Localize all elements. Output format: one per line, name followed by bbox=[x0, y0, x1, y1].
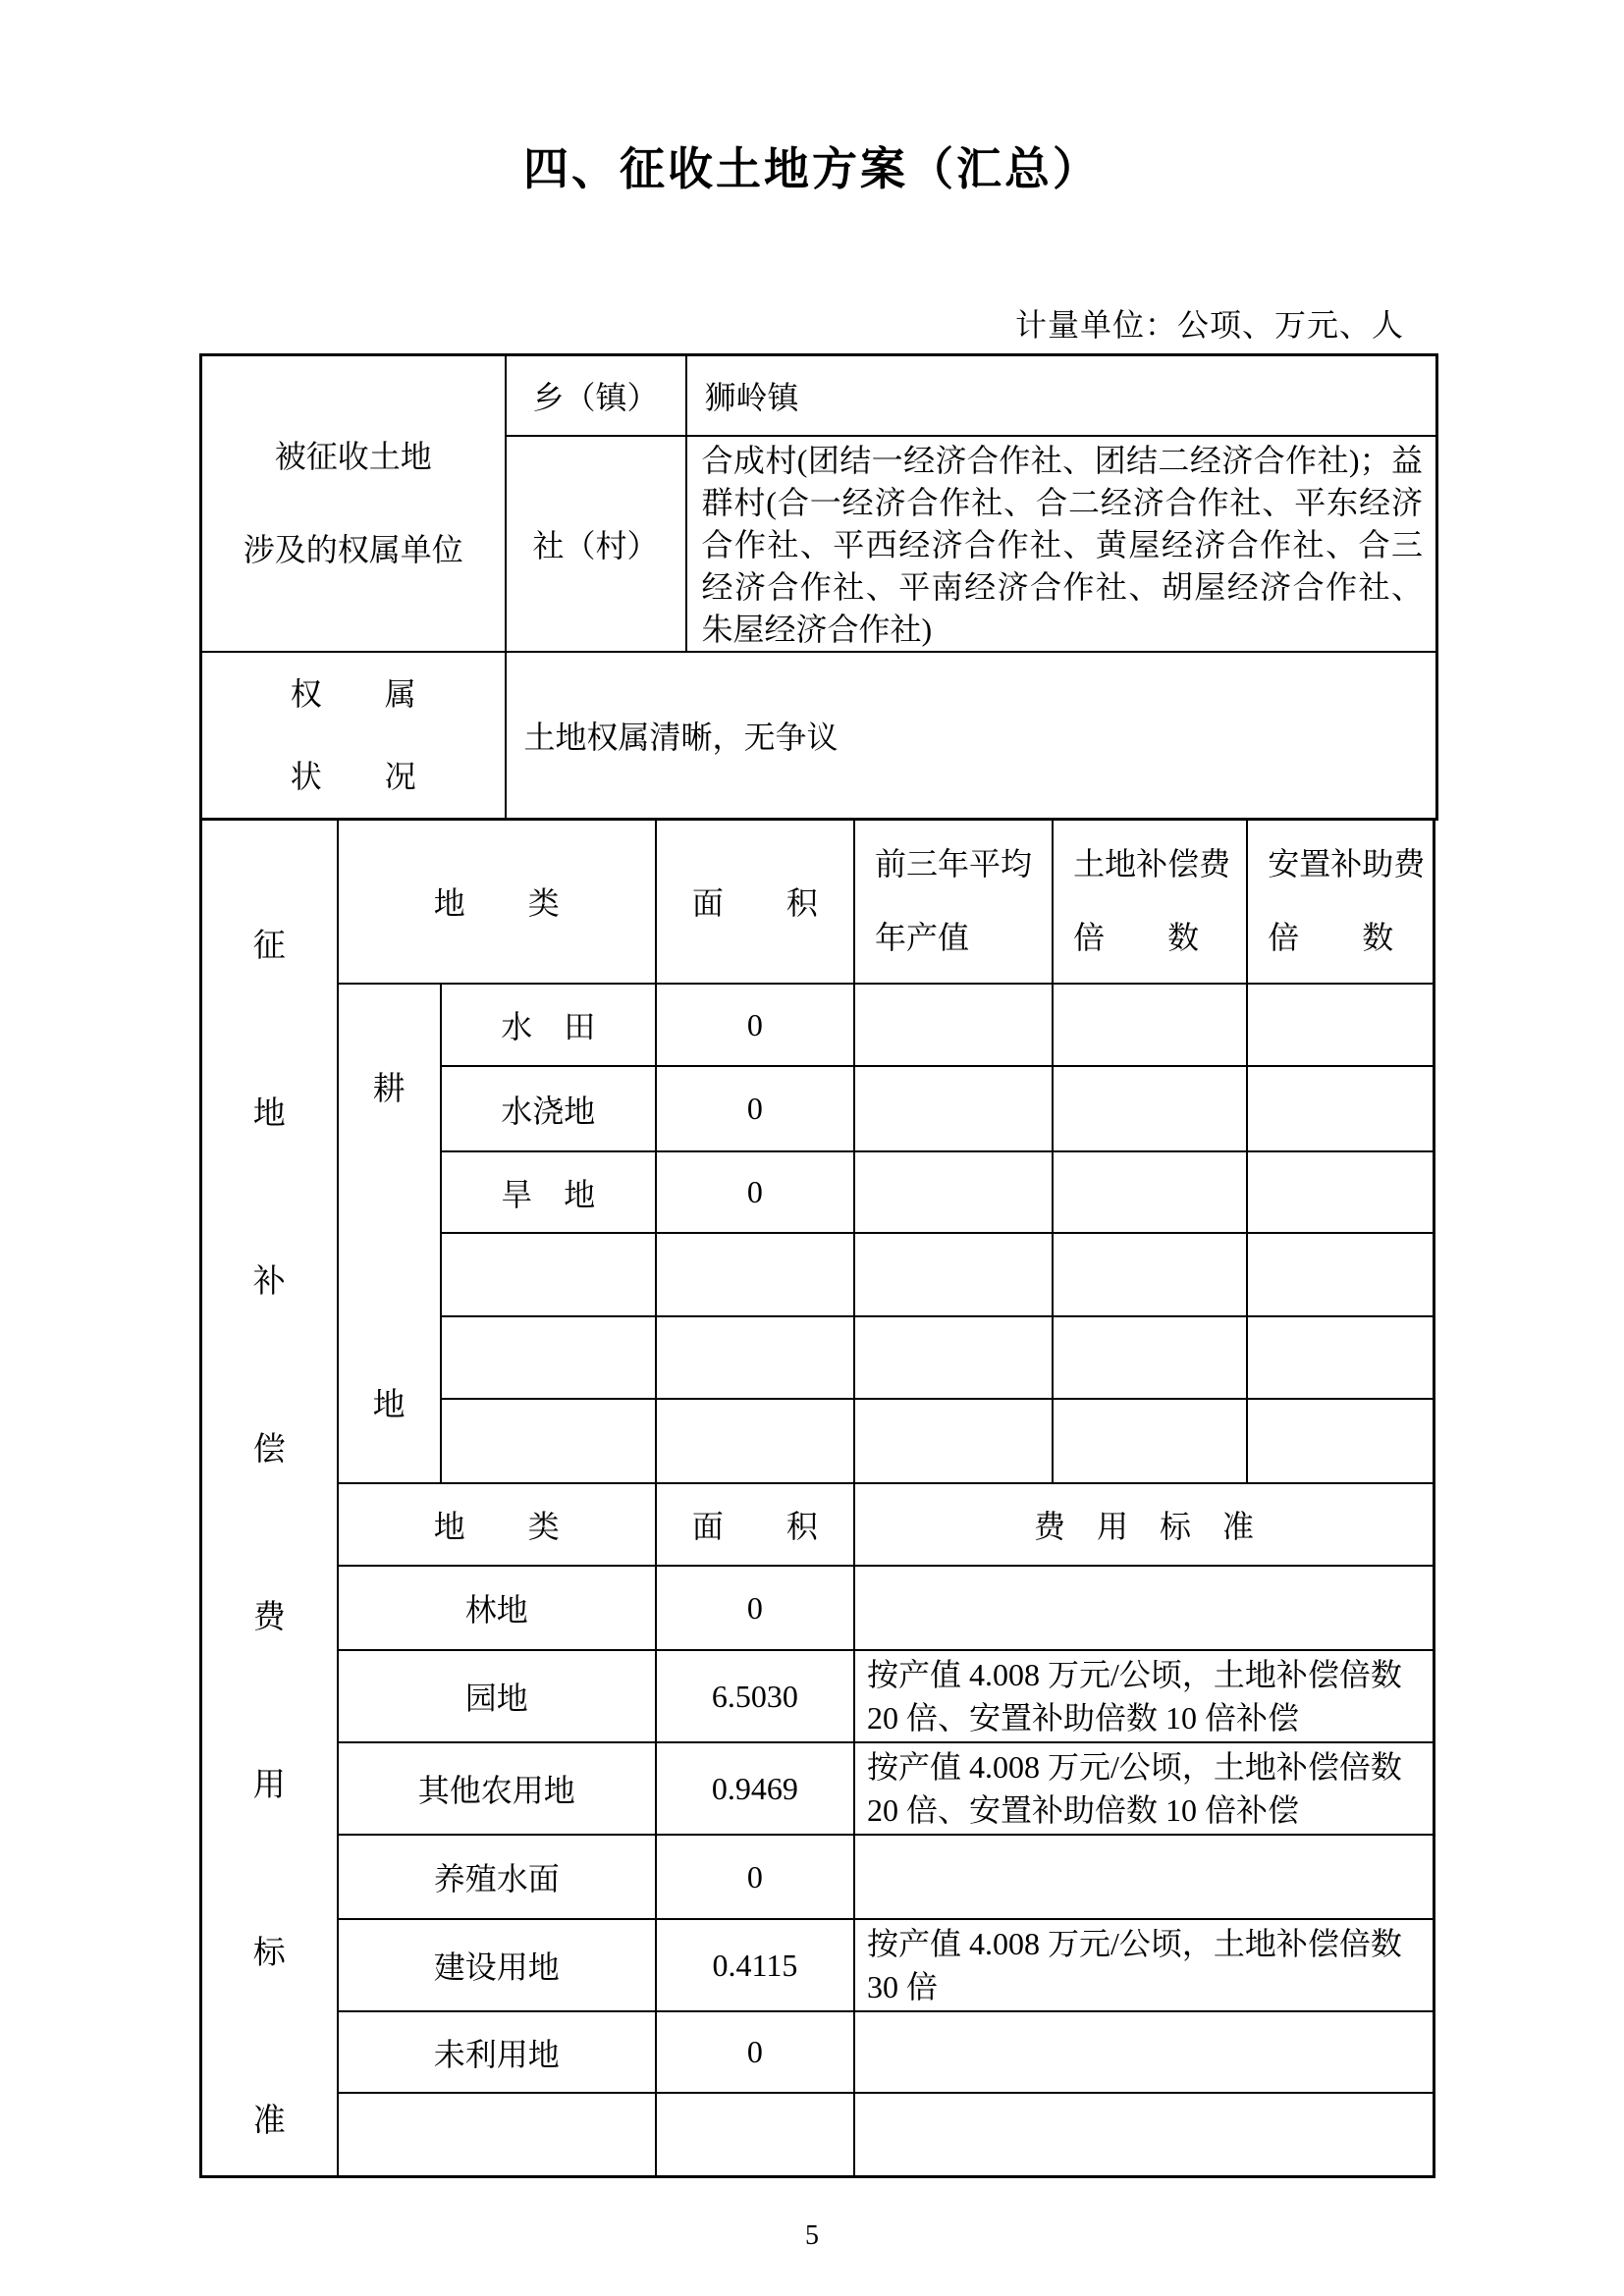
land-type-empty bbox=[441, 1233, 656, 1316]
area-empty bbox=[656, 1316, 854, 1399]
ownership-section-table bbox=[199, 353, 1438, 821]
township-value-cell: 狮岭镇 bbox=[686, 355, 1437, 436]
resettle-cell bbox=[1247, 1066, 1434, 1151]
standard-aquaculture bbox=[854, 1835, 1435, 1919]
avg-output-cell bbox=[854, 1316, 1053, 1399]
table-row bbox=[201, 1483, 1435, 1566]
land-type-other-agricultural: 其他农用地 bbox=[338, 1742, 656, 1835]
header-area: 面 积 bbox=[656, 819, 854, 984]
tenure-label-line2: 状 况 bbox=[290, 758, 416, 794]
land-comp-cell bbox=[1053, 1399, 1247, 1483]
land-expropriation-table bbox=[199, 353, 1438, 2178]
township-label-cell: 乡（镇） bbox=[506, 355, 686, 436]
standard-other-agricultural: 按产值 4.008 万元/公顷，土地补偿倍数 20 倍、安置补助倍数 10 倍补偿 bbox=[854, 1742, 1435, 1835]
subheader-land-type: 地 类 bbox=[338, 1483, 656, 1566]
land-comp-cell bbox=[1053, 984, 1247, 1066]
village-value-cell: 合成村(团结一经济合作社、团结二经济合作社)；益群村(合一经济合作社、合二经济合作社、平东经济合作社、平西经济合作社、黄屋经济合作社、合三经济合作社、平南经济合作社、胡屋经济合作社、朱屋经济合作社) bbox=[686, 436, 1437, 652]
avg-output-cell bbox=[854, 1151, 1053, 1233]
avg-output-cell bbox=[854, 984, 1053, 1066]
table-row bbox=[201, 1566, 1435, 1650]
resettle-cell bbox=[1247, 1316, 1434, 1399]
resettle-cell bbox=[1247, 1233, 1434, 1316]
land-type-empty bbox=[338, 2093, 656, 2176]
land-type-paddy-field: 水 田 bbox=[441, 984, 656, 1066]
header-resettlement-subsidy-multiple: 安置补助费 倍 数 bbox=[1247, 819, 1434, 984]
standard-forest bbox=[854, 1566, 1435, 1650]
area-forest: 0 bbox=[656, 1566, 854, 1650]
header-avg-annual-output: 前三年平均 年产值 bbox=[854, 819, 1053, 984]
table-row bbox=[201, 1835, 1435, 1919]
land-type-irrigated-land: 水浇地 bbox=[441, 1066, 656, 1151]
land-comp-cell bbox=[1053, 1316, 1247, 1399]
table-row bbox=[201, 1742, 1435, 1835]
section-vertical-label-chars: 征 地 补 偿 费 用 标 准 bbox=[252, 928, 286, 2139]
standard-unused bbox=[854, 2011, 1435, 2093]
tenure-status-label bbox=[201, 652, 506, 820]
table-row bbox=[201, 2011, 1435, 2093]
land-comp-cell bbox=[1053, 1233, 1247, 1316]
cultivated-land-vertical-label: 耕 地 bbox=[338, 984, 441, 1483]
page-number: 5 bbox=[805, 2220, 819, 2251]
area-dry-land: 0 bbox=[656, 1151, 854, 1233]
area-other-agricultural: 0.9469 bbox=[656, 1742, 854, 1835]
page-title: 四、征收土地方案（汇总） bbox=[523, 144, 1101, 194]
standard-garden: 按产值 4.008 万元/公顷，土地补偿倍数 20 倍、安置补助倍数 10 倍补偿 bbox=[854, 1650, 1435, 1742]
area-construction: 0.4115 bbox=[656, 1919, 854, 2011]
land-type-unused: 未利用地 bbox=[338, 2011, 656, 2093]
resettle-cell bbox=[1247, 1399, 1434, 1483]
section-vertical-label bbox=[201, 819, 338, 2176]
measurement-unit-note: 计量单位：公项、万元、人 bbox=[1014, 307, 1404, 343]
subheader-area: 面 积 bbox=[656, 1483, 854, 1566]
area-garden: 6.5030 bbox=[656, 1650, 854, 1742]
land-comp-cell bbox=[1053, 1066, 1247, 1151]
standard-empty bbox=[854, 2093, 1435, 2176]
area-empty bbox=[656, 2093, 854, 2176]
land-type-empty bbox=[441, 1316, 656, 1399]
expropriated-units-label bbox=[201, 355, 506, 652]
table-row bbox=[201, 2093, 1435, 2176]
standard-construction: 按产值 4.008 万元/公顷，土地补偿倍数 30 倍 bbox=[854, 1919, 1435, 2011]
table-row bbox=[201, 984, 1435, 1066]
land-type-garden: 园地 bbox=[338, 1650, 656, 1742]
header-land-type: 地 类 bbox=[338, 819, 656, 984]
area-aquaculture: 0 bbox=[656, 1835, 854, 1919]
land-type-aquaculture: 养殖水面 bbox=[338, 1835, 656, 1919]
area-irrigated-land: 0 bbox=[656, 1066, 854, 1151]
expropriated-units-label-line2: 涉及的权属单位 bbox=[243, 531, 463, 567]
land-type-forest: 林地 bbox=[338, 1566, 656, 1650]
area-empty bbox=[656, 1233, 854, 1316]
land-type-dry-land: 旱 地 bbox=[441, 1151, 656, 1233]
table-row bbox=[201, 1919, 1435, 2011]
subheader-fee-standard: 费 用 标 准 bbox=[854, 1483, 1435, 1566]
village-label-cell: 社（村） bbox=[506, 436, 686, 652]
resettle-cell bbox=[1247, 1151, 1434, 1233]
tenure-status-value: 土地权属清晰，无争议 bbox=[506, 652, 1437, 820]
header-land-compensation-multiple: 土地补偿费 倍 数 bbox=[1053, 819, 1247, 984]
area-unused: 0 bbox=[656, 2011, 854, 2093]
avg-output-cell bbox=[854, 1399, 1053, 1483]
avg-output-cell bbox=[854, 1233, 1053, 1316]
expropriated-units-label-line1: 被征收土地 bbox=[274, 438, 432, 474]
avg-output-cell bbox=[854, 1066, 1053, 1151]
table-row bbox=[201, 1650, 1435, 1742]
area-empty bbox=[656, 1399, 854, 1483]
land-comp-cell bbox=[1053, 1151, 1247, 1233]
area-paddy-field: 0 bbox=[656, 984, 854, 1066]
compensation-standard-table bbox=[199, 818, 1435, 2178]
tenure-label-line1: 权 属 bbox=[290, 675, 416, 712]
land-type-construction: 建设用地 bbox=[338, 1919, 656, 2011]
land-type-empty bbox=[441, 1399, 656, 1483]
resettle-cell bbox=[1247, 984, 1434, 1066]
